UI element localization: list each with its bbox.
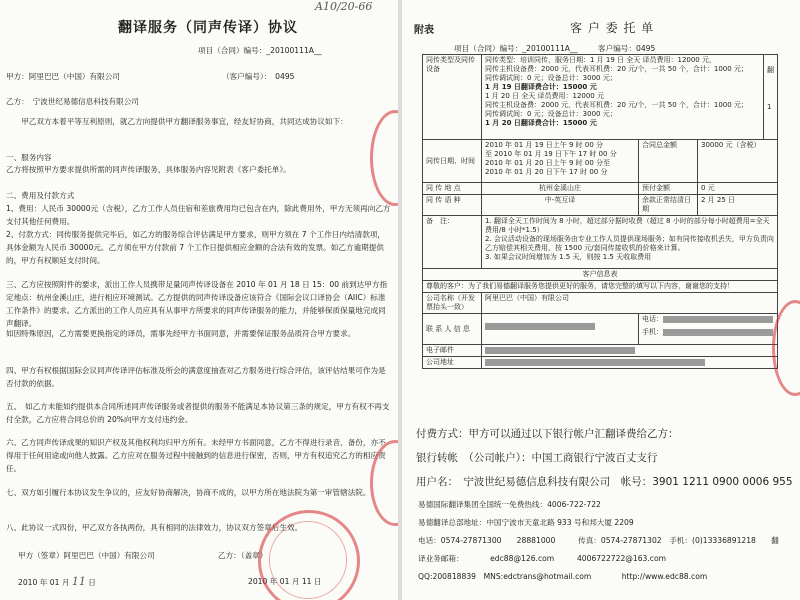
mobile-row	[642, 328, 774, 337]
appendix-label: 附表	[414, 25, 434, 36]
section-3-note: 如因特殊原因，乙方需要更换指定的译员，需事先经甲方书面同意，并需要保证服务品质符合甲方要求。	[6, 329, 356, 338]
row-language	[423, 195, 778, 216]
row-date-time-label: 同传日期、时间	[423, 140, 482, 183]
mobile-label: 手机：	[642, 328, 663, 336]
account-number: 3901 1211 0900 0006 955	[652, 476, 793, 488]
redacted-mobile	[663, 329, 773, 336]
payment-title: 付费方式：甲方可以通过以下银行帐户汇翻译费给乙方：	[416, 428, 679, 440]
email-footer: 译业务邮箱： edc88@126.com 4006722722@163.com	[418, 554, 667, 563]
redacted-address	[485, 359, 705, 366]
service-line: 同传主机设备费：2000 元，代表耳机费：20 元/个，一共 50 个，合计：1000 元；	[485, 65, 748, 73]
service-line: 同传类型：培训同传，服务日期：1 月 19 日 全天 译员费用：12000 元，	[485, 56, 716, 64]
contact-phones-footer: 电话：0574-27871300 28881000 传真：0574-27871302 手机：(0)13336891218 翻	[418, 536, 779, 545]
date-party-a	[18, 577, 96, 587]
row-date-time-value	[482, 140, 639, 183]
remark-line: 1. 翻译全天工作时间为 8 小时，超过部分据时收费（超过 8 小时的部分每小时超费用=全天费用/8 小时*1.5）	[485, 217, 770, 234]
section-1-body: 乙方将按照甲方要求提供所需的同声传译服务，具体服务内容见附表《客户委托单》。	[6, 165, 291, 174]
account-label: 用户名： 宁波世纪易德信息科技有限公司 帐号：	[416, 476, 653, 488]
row-remarks-value	[482, 216, 778, 269]
side-char: 翻	[766, 66, 774, 74]
service-line: 同传调试间：0 元；设备总计：3000 元；	[485, 110, 617, 118]
section-2-title: 二、费用及付款方式	[6, 191, 75, 200]
section-7-body: 七、双方如引履行本协议发生争议的，应友好协商解决，协商不成的，以甲方所在地法院为第一审管辖法院。	[6, 488, 371, 497]
date-line: 2010 年 01 月 20 日上午 9 时 00 分至	[485, 159, 611, 167]
row-language-label: 同 传 语 种	[423, 195, 482, 216]
party-b: 乙方： 宁波世纪易德信息科技有限公司	[6, 97, 139, 106]
hq-address: 易德翻译总部地址：中国宁波市天童北路 933 号和邦大厦 2209	[418, 518, 634, 527]
total-amount-value: 30000 元（含税）	[698, 140, 778, 183]
order-client-no-label: 客户编号：	[598, 44, 636, 53]
order-contract-no-label: 项目（合同）编号：	[454, 44, 523, 53]
row-email	[423, 345, 778, 357]
service-line: 1 月 20 日 全天 译员费用：12000 元	[485, 92, 604, 100]
party-a: 甲方：阿里巴巴（中国）有限公司	[6, 72, 120, 81]
redacted-name	[485, 323, 595, 330]
order-form-table	[422, 54, 778, 369]
intro-paragraph: 甲乙双方本着平等互利原则，就乙方向提供甲方翻译服务事宜，经友好协商，共同达成协议如下：	[21, 117, 348, 126]
row-service-type-value	[482, 55, 764, 140]
row-date-time	[423, 140, 778, 183]
order-client-no-value: 0495	[635, 44, 656, 53]
section-2-fee: 1、费用：人民币 30000元（含税），乙方工作人员住宿和差旅费用均已包含在内，除此费用外，甲方无须再向乙方支付其他任何费用。	[6, 204, 391, 226]
section-1-title: 一、服务内容	[6, 153, 52, 162]
redacted-email	[485, 347, 635, 354]
handwritten-number: A10/20-66	[315, 0, 373, 13]
row-language-value: 中-英互译	[482, 195, 639, 216]
address-label: 公司地址	[423, 357, 482, 369]
contact-name	[482, 314, 639, 345]
row-contact	[423, 314, 778, 345]
bank-info: 银行转帐 （公司帐户）：中国工商银行宁波百丈支行	[416, 452, 658, 464]
row-address	[423, 357, 778, 369]
address-value	[482, 357, 778, 369]
section-8-body: 八、此协议一式四份，甲乙双方各执两份，具有相同的法律效力，协议双方签章后生效。	[6, 523, 303, 532]
row-service-type-label: 同传类型及同传设备	[423, 55, 482, 140]
contact-label: 联 系 人 信 息	[423, 314, 482, 345]
section-3-body: 三、乙方应按照附件的要求，派出工作人员携带足量同声传译设备在 2010 年 01 月 18 日 15：00 前到达甲方指定地点：杭州金溪山庄，进行相应环境测试。乙方提供的同声传译设备应该符合《国际会议口译协会（AIIC）标准工作条件》的要求。乙方派出的工作人员应具有从事甲方所要求的同声传译服务的能力，并能够保质保量地完成同声翻译。	[6, 280, 388, 328]
contract-no-value: _20100111A__	[266, 46, 322, 55]
company-label: 公司名称（开发票抬头一致）	[423, 293, 482, 314]
order-form-page	[402, 0, 800, 600]
info-note: 尊敬的客户：为了我们易德翻译服务您提供更好的服务，请您完整的填写以下内容，谢谢您的支持！	[423, 281, 778, 293]
date-line: 至 2010 年 01 月 19 日下午 17 时 00 分	[485, 150, 617, 158]
prepay-value: 0 元	[698, 183, 778, 195]
row-company	[423, 293, 778, 314]
row-location	[423, 183, 778, 195]
signature-party-a: 甲方（签章）阿里巴巴（中国）有限公司	[18, 551, 155, 560]
email-label: 电子邮件	[423, 345, 482, 357]
row-location-value: 杭州金溪山庄	[482, 183, 639, 195]
contract-page	[0, 0, 398, 600]
date-a-text: 2010 年 01 月	[18, 578, 70, 587]
row-remarks	[423, 216, 778, 269]
section-5-body: 五、 如乙方未能如约提供本合同所述同声传译服务或者提供的服务不能满足本协议第三条的规定，甲方有权不再支付全款，乙方应将合同总价的 20%向甲方支付违约金。	[6, 402, 390, 424]
section-4-body: 四、甲方有权根据国际会议同声传译评估标准及所会的满意度抽查对乙方服务进行综合评估，该评估结果可作为是否付款的依据。	[6, 366, 386, 388]
contact-phones	[639, 314, 778, 345]
contract-no	[198, 46, 322, 55]
balance-date-value: 2 月 25 日	[698, 195, 778, 216]
contract-title: 翻译服务（同声传译）协议	[118, 20, 298, 36]
order-contract-no	[454, 44, 655, 53]
row-service-type	[423, 55, 778, 140]
client-no-value: 0495	[275, 72, 295, 81]
date-a-day: 11	[71, 575, 86, 588]
client-no-label: （客户编号）：	[222, 72, 268, 81]
account-info	[416, 476, 793, 489]
phone-row	[642, 315, 774, 324]
qq-footer: QQ:200818839 MNS:edctrans@hotmail.com http://www.edc88.com	[418, 572, 708, 581]
email-value	[482, 345, 778, 357]
info-header: 客户信息表	[423, 269, 778, 281]
total-amount-label: 合同总金额	[639, 140, 698, 183]
order-title: 客 户 委 托 单	[570, 21, 655, 35]
section-6-body: 六、乙方同声传译成果的知识产权及其他权利均归甲方所有。未经甲方书面同意，乙方不得进行录音、备份，亦不得用于任何用途或向他人披露。乙方应对在服务过程中接触到的信息进行保密，否则，甲方有权追究乙方的相应责任。	[6, 438, 386, 473]
signature-party-b: 乙方：（盖章）	[218, 551, 268, 560]
contract-no-label: 项目（合同）编号：	[198, 46, 267, 55]
date-party-b: 2010 年 01 月 11 日	[248, 577, 322, 586]
remark-line: 3. 如果会议时间增加为 1.5 天，则按 1.5 天收取费用	[485, 253, 652, 261]
row-info-header	[423, 269, 778, 281]
section-2-payment: 2、付款方式：同传服务提供完毕后，如乙方的服务综合评估满足甲方要求，则甲方须在 7 个工作日内结清款项，具体金额为人民币 30000元。乙方须在甲方付款前 7 个工作日提供相应金额的合法有效的发票。如乙方逾期提供的，甲方有权顺延支付时间。	[6, 230, 385, 265]
row-info-note	[423, 281, 778, 293]
remark-line: 2. 会议活动设备的现场服务由专业工作人员提供现场服务；如有同传接收机丢失，甲方负责向乙方赔偿其相关费用，按 1500 元/套同传接收机的价格来计算。	[485, 235, 774, 252]
row-location-label: 同 传 地 点	[423, 183, 482, 195]
row-service-side	[763, 55, 777, 140]
service-line: 同传调试间：0 元；设备总计：3000 元；	[485, 74, 617, 82]
prepay-label: 预付金额	[639, 183, 698, 195]
date-line: 2010 年 01 月 20 日下午 17 时 00 分	[485, 168, 608, 176]
balance-date-label: 余款正常结清日期	[639, 195, 698, 216]
service-line: 同传主机设备费：2000 元，代表耳机费：20 元/个，一共 50 个，合计：1000 元；	[485, 101, 748, 109]
order-contract-no-value: _20100111A__	[522, 44, 578, 53]
row-remarks-label: 备 注：	[423, 216, 482, 269]
date-line: 2010 年 01 月 19 日上午 9 时 00 分	[485, 141, 604, 149]
date-a-tail: 日	[88, 578, 96, 587]
redacted-phone	[663, 316, 773, 323]
service-line: 1 月 19 日翻译费合计：15000 元	[485, 83, 597, 91]
client-no	[222, 72, 294, 81]
service-line: 1 月 20 日翻译费合计：15000 元	[485, 119, 597, 127]
side-char-2: 1	[766, 103, 772, 111]
phone-label: 电话：	[642, 315, 663, 323]
hotline: 易德国际翻译集团全国统一免费热线：4006-722-722	[418, 500, 601, 509]
company-value: 阿里巴巴（中国）有限公司	[482, 293, 778, 314]
